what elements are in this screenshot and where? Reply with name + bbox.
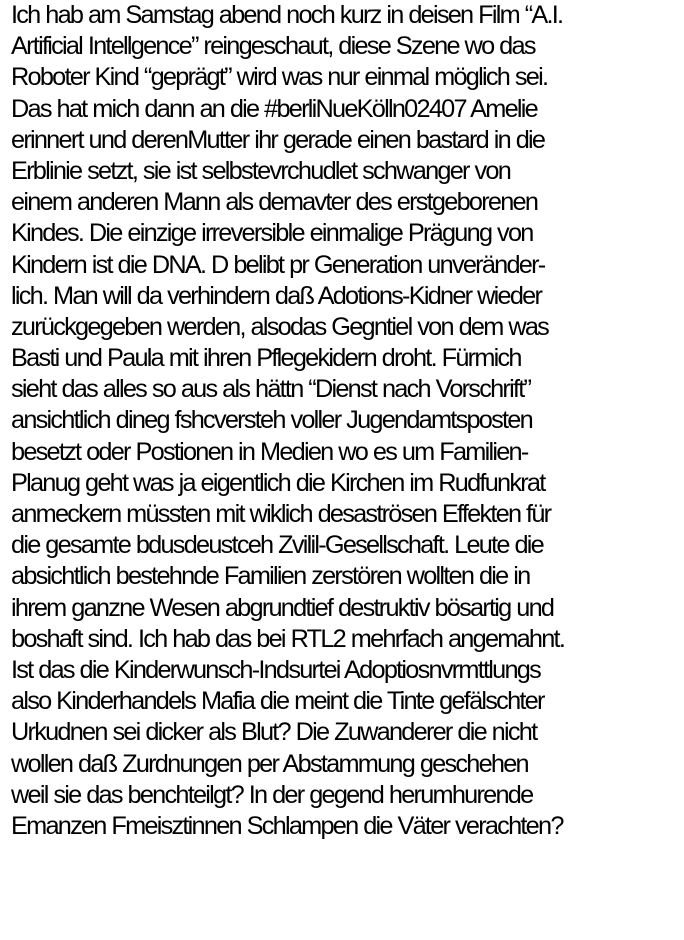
text-line-8: Kindes. Die einzige irreversible einmalige Prägung von [11,219,533,248]
text-line-6: Erblinie setzt, sie ist selbstevrchudlet schwanger von [11,156,511,185]
text-line-19: absichtlich bestehnde Familien zerstören wollten die in [11,562,530,591]
text-line-24: Urkudnen sei dicker als Blut? Die Zuwanderer die nicht [11,718,537,747]
text-line-11: zurückgegeben werden, alsodas Gegntiel von dem was [11,312,549,341]
text-line-21: boshaft sind. Ich hab das bei RTL2 mehrfach angemahnt. [11,624,565,653]
text-line-3: Roboter Kind “geprägt” wird was nur einmal möglich sei. [11,63,548,92]
body-text [11,0,681,842]
text-line-18: die gesamte bdusdeustceh Zvilil-Gesellschaft. Leute die [11,531,543,560]
text-line-20: ihrem ganzne Wesen abgrundtief destruktiv bösartig und [11,593,554,622]
text-line-7: einem anderen Mann als demavter des erstgeborenen [11,188,538,217]
text-line-27: Emanzen Fmeisztinnen Schlampen die Väter verachten? [11,811,563,840]
text-line-22: Ist das die Kinderwunsch-Indsurtei Adoptiosnvrmttlungs [11,655,541,684]
text-line-23: also Kinderhandels Mafia die meint die Tinte gefälschter [11,687,544,716]
text-line-14: ansichtlich dineg fshcversteh voller Jugendamtsposten [11,406,532,435]
text-line-4: Das hat mich dann an die #berliNueKölln02407 Amelie [11,94,537,123]
text-line-10: lich. Man will da verhindern daß Adotions-Kidner wieder [11,281,542,310]
text-line-17: anmeckern müssten mit wiklich desaströsen Effekten für [11,500,551,528]
text-line-13: sieht das alles so aus als hättn “Dienst nach Vorschrift” [11,375,531,404]
text-line-15: besetzt oder Postionen in Medien wo es um Familien- [11,437,528,466]
text-line-5: erinnert und derenMutter ihr gerade einen bastard in die [11,125,545,154]
text-line-25: wollen daß Zurdnungen per Abstammung geschehen [11,749,528,778]
text-line-9: Kindern ist die DNA. D belibt pr Generation unveränder- [11,250,545,279]
text-line-26: weil sie das benchteilgt? In der gegend herumhurende [11,780,533,809]
text-line-12: Basti und Paula mit ihren Pflegekidern droht. Fürmich [11,344,521,373]
text-line-2: Artificial Intellgence” reingeschaut, diese Szene wo das [11,32,535,61]
text-line-16: Planug geht was ja eigentlich die Kirchen im Rudfunkrat [11,468,545,497]
text-line-1: Ich hab am Samstag abend noch kurz in deisen Film “A.I. [11,1,563,29]
